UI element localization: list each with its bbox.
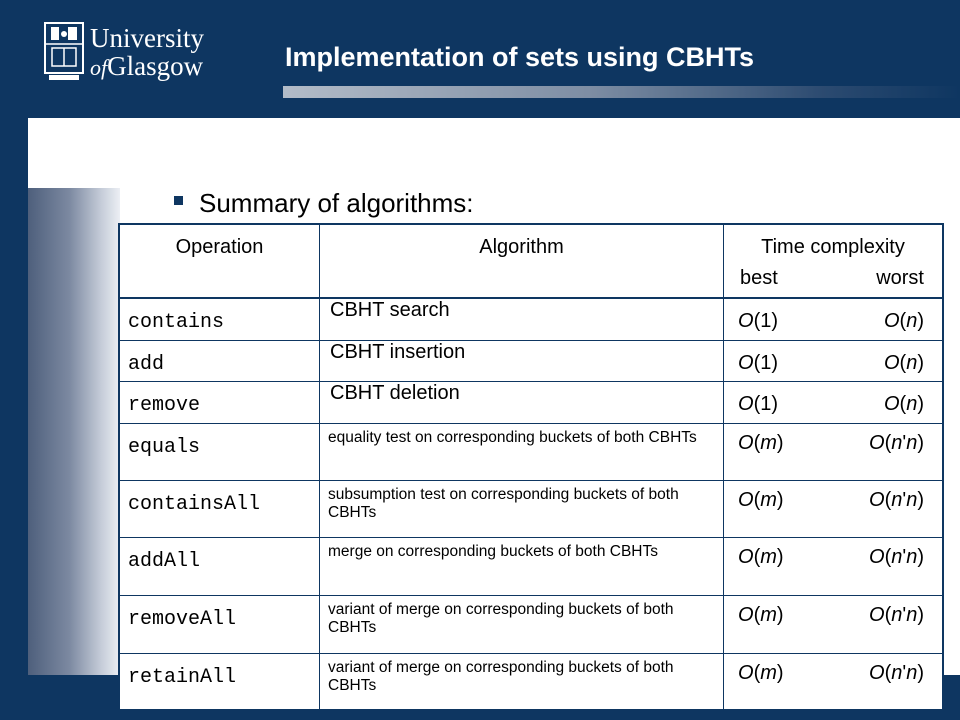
- operation-name: removeAll: [128, 608, 237, 631]
- operation-name: add: [128, 353, 165, 376]
- operation-cell: [120, 481, 320, 537]
- operation-name: containsAll: [128, 493, 261, 516]
- algorithm-text: variant of merge on corresponding buckets of both CBHTs: [328, 659, 674, 694]
- worst-case-complexity: O(n): [883, 352, 924, 374]
- operation-name: contains: [128, 311, 225, 334]
- algorithm-cell: [320, 654, 724, 709]
- operation-name: retainAll: [128, 666, 237, 689]
- logo-glasgow-word: Glasgow: [107, 51, 204, 81]
- operation-cell: [120, 654, 320, 709]
- bullet-text: Summary of algorithms:: [199, 188, 474, 218]
- worst-case-complexity: O(n): [883, 310, 924, 332]
- time-complexity-cell: [724, 382, 942, 423]
- worst-case-complexity: O(n'n): [869, 546, 924, 568]
- table-row: [120, 299, 942, 341]
- worst-case-complexity: O(n'n): [869, 662, 924, 684]
- algorithm-text: subsumption test on corresponding buckets of both CBHTs: [328, 486, 679, 521]
- operation-cell: [120, 424, 320, 480]
- worst-case-complexity: O(n'n): [869, 604, 924, 626]
- best-case-complexity: O(m): [738, 662, 784, 684]
- worst-case-complexity: O(n'n): [869, 489, 924, 511]
- best-case-complexity: O(m): [738, 432, 784, 454]
- header-worst: worst: [876, 267, 924, 289]
- algorithm-text: CBHT deletion: [330, 382, 460, 404]
- slide-header: [0, 0, 960, 118]
- logo-of-text: of: [90, 55, 108, 80]
- worst-case-complexity: O(n): [883, 393, 924, 415]
- table-row: [120, 538, 942, 596]
- worst-case-complexity: O(n'n): [869, 432, 924, 454]
- algorithm-cell: [320, 538, 724, 595]
- best-case-complexity: O(1): [738, 393, 779, 415]
- best-case-complexity: O(1): [738, 310, 779, 332]
- time-complexity-cell: [724, 299, 942, 340]
- logo-glasgow-text: [90, 51, 203, 83]
- algorithm-cell: [320, 424, 724, 480]
- logo-university-text: University: [90, 23, 204, 53]
- operation-cell: [120, 341, 320, 381]
- table-header-row: [120, 225, 942, 299]
- algorithm-cell: [320, 596, 724, 653]
- algorithm-text: CBHT search: [330, 299, 450, 321]
- time-complexity-cell: [724, 481, 942, 537]
- header-time-label: Time complexity: [761, 236, 905, 258]
- table-row: [120, 596, 942, 654]
- algorithm-cell: [320, 299, 724, 340]
- table-row: [120, 424, 942, 481]
- best-case-complexity: O(m): [738, 489, 784, 511]
- title-underline-bar: [283, 86, 960, 98]
- time-complexity-cell: [724, 424, 942, 480]
- operation-cell: [120, 382, 320, 423]
- algorithms-table: [118, 223, 944, 711]
- header-algorithm: Algorithm: [320, 225, 724, 297]
- bullet-item: [174, 188, 474, 219]
- operation-cell: [120, 538, 320, 595]
- algorithm-text: merge on corresponding buckets of both CBHTs: [328, 543, 658, 560]
- university-logo: [44, 22, 214, 84]
- time-complexity-cell: [724, 654, 942, 709]
- table-row: [120, 382, 942, 424]
- operation-name: remove: [128, 394, 201, 417]
- algorithm-cell: [320, 481, 724, 537]
- operation-cell: [120, 596, 320, 653]
- side-gradient-decoration: [28, 188, 120, 675]
- table-row: [120, 481, 942, 538]
- header-best: best: [740, 267, 778, 289]
- operation-name: equals: [128, 436, 201, 459]
- slide-title: Implementation of sets using CBHTs: [285, 42, 755, 72]
- operation-name: addAll: [128, 550, 201, 573]
- table-row: [120, 654, 942, 709]
- time-complexity-cell: [724, 341, 942, 381]
- header-operation: Operation: [120, 225, 320, 297]
- algorithm-cell: [320, 341, 724, 381]
- best-case-complexity: O(m): [738, 546, 784, 568]
- algorithm-text: variant of merge on corresponding buckets of both CBHTs: [328, 601, 674, 636]
- algorithm-text: CBHT insertion: [330, 341, 466, 363]
- table-row: [120, 341, 942, 382]
- best-case-complexity: O(m): [738, 604, 784, 626]
- operation-cell: [120, 299, 320, 340]
- time-complexity-cell: [724, 538, 942, 595]
- algorithm-cell: [320, 382, 724, 423]
- university-crest-icon: [44, 22, 84, 82]
- square-bullet-icon: [174, 196, 183, 205]
- header-time-complexity: [724, 225, 942, 297]
- time-complexity-cell: [724, 596, 942, 653]
- best-case-complexity: O(1): [738, 352, 779, 374]
- algorithm-text: equality test on corresponding buckets of both CBHTs: [328, 429, 697, 446]
